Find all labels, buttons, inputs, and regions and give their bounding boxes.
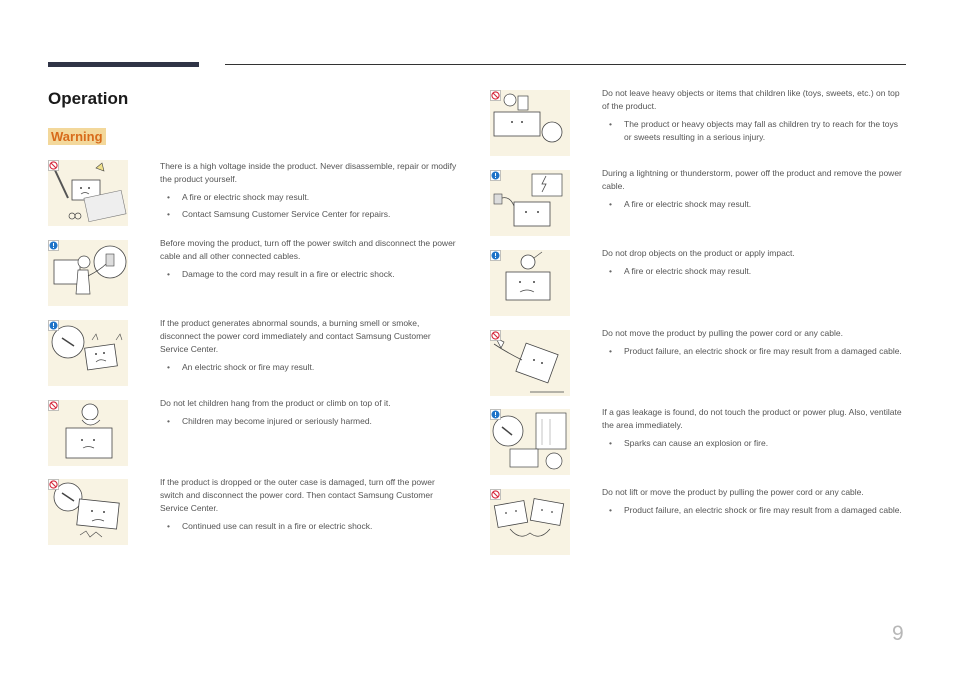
warning-badge: Warning: [48, 128, 106, 145]
page-title: Operation: [48, 89, 129, 108]
warning-item-lift-by-cord: [490, 489, 906, 559]
illustration-thunderstorm: [490, 170, 570, 236]
prohibited-icon: [48, 479, 59, 490]
prohibited-icon: [48, 160, 59, 171]
item-text: Do not drop objects on the product or apply impact.: [602, 248, 795, 258]
warning-item-dropped-product: [48, 479, 458, 549]
illustration-burning-smell: [48, 320, 128, 386]
header-rule-thick: [48, 62, 199, 67]
illustration-pulling-cord: [490, 330, 570, 396]
mandatory-icon: [48, 320, 59, 331]
mandatory-icon: [490, 409, 501, 420]
item-bullet: • A fire or electric shock may result.: [160, 191, 458, 204]
item-bullet: • Children may become injured or seriously harmed.: [160, 415, 458, 428]
illustration-dropped-product: [48, 479, 128, 545]
warning-item-moving-product: [48, 240, 458, 310]
illustration-child-climbing: [48, 400, 128, 466]
illustration-gas-leak: [490, 409, 570, 475]
item-text: If a gas leakage is found, do not touch the product or power plug. Also, ventilate the area immediately.: [602, 407, 902, 430]
warning-item-pull-cord: [490, 330, 906, 400]
illustration-impact: [490, 250, 570, 316]
mandatory-icon: [48, 240, 59, 251]
item-text: Do not lift or move the product by pulling the power cord or any cable.: [602, 487, 864, 497]
item-text: Do not let children hang from the product or climb on top of it.: [160, 398, 391, 408]
page-number: 9: [892, 622, 904, 645]
item-bullet: • Product failure, an electric shock or fire may result from a damaged cable.: [602, 345, 906, 358]
mandatory-icon: [490, 250, 501, 261]
item-bullet: • The product or heavy objects may fall as children try to reach for the toys or sweets resulting in a serious injury.: [602, 118, 906, 144]
item-text: During a lightning or thunderstorm, power off the product and remove the power cable.: [602, 168, 902, 191]
item-text: There is a high voltage inside the product. Never disassemble, repair or modify the product yourself.: [160, 161, 457, 184]
item-bullet: • An electric shock or fire may result.: [160, 361, 458, 374]
item-bullet: • Sparks can cause an explosion or fire.: [602, 437, 906, 450]
prohibited-icon: [490, 489, 501, 500]
warning-item-high-voltage: [48, 160, 458, 230]
warning-item-children-hang: [48, 400, 458, 470]
item-text: Do not move the product by pulling the power cord or any cable.: [602, 328, 843, 338]
item-text: If the product is dropped or the outer case is damaged, turn off the power switch and disconnect the power cord. Then contact Samsung Customer Service Center.: [160, 477, 435, 513]
item-text: Do not leave heavy objects or items that children like (toys, sweets, etc.) on top of the product.: [602, 88, 900, 111]
item-bullet: • Contact Samsung Customer Service Center for repairs.: [160, 208, 458, 221]
illustration-disassemble: [48, 160, 128, 226]
warning-item-lightning: [490, 170, 906, 240]
warning-item-gas-leak: [490, 409, 906, 479]
item-bullet: • A fire or electric shock may result.: [602, 265, 906, 278]
prohibited-icon: [48, 400, 59, 411]
prohibited-icon: [490, 90, 501, 101]
item-text: Before moving the product, turn off the power switch and disconnect the power cable and all other connected cables.: [160, 238, 456, 261]
warning-item-drop-objects: [490, 250, 906, 320]
illustration-toys-on-top: [490, 90, 570, 156]
warning-item-heavy-objects: [490, 90, 906, 160]
item-bullet: • Product failure, an electric shock or fire may result from a damaged cable.: [602, 504, 906, 517]
header-rule-thin: [225, 64, 906, 65]
item-bullet: • Continued use can result in a fire or electric shock.: [160, 520, 458, 533]
illustration-lifting-by-cord: [490, 489, 570, 555]
prohibited-icon: [490, 330, 501, 341]
illustration-unplug-cables: [48, 240, 128, 306]
item-bullet: • Damage to the cord may result in a fire or electric shock.: [160, 268, 458, 281]
warning-item-abnormal-sounds: [48, 320, 458, 390]
mandatory-icon: [490, 170, 501, 181]
item-text: If the product generates abnormal sounds, a burning smell or smoke, disconnect the power cord immediately and contact Samsung Customer Service Center.: [160, 318, 431, 354]
item-bullet: • A fire or electric shock may result.: [602, 198, 906, 211]
